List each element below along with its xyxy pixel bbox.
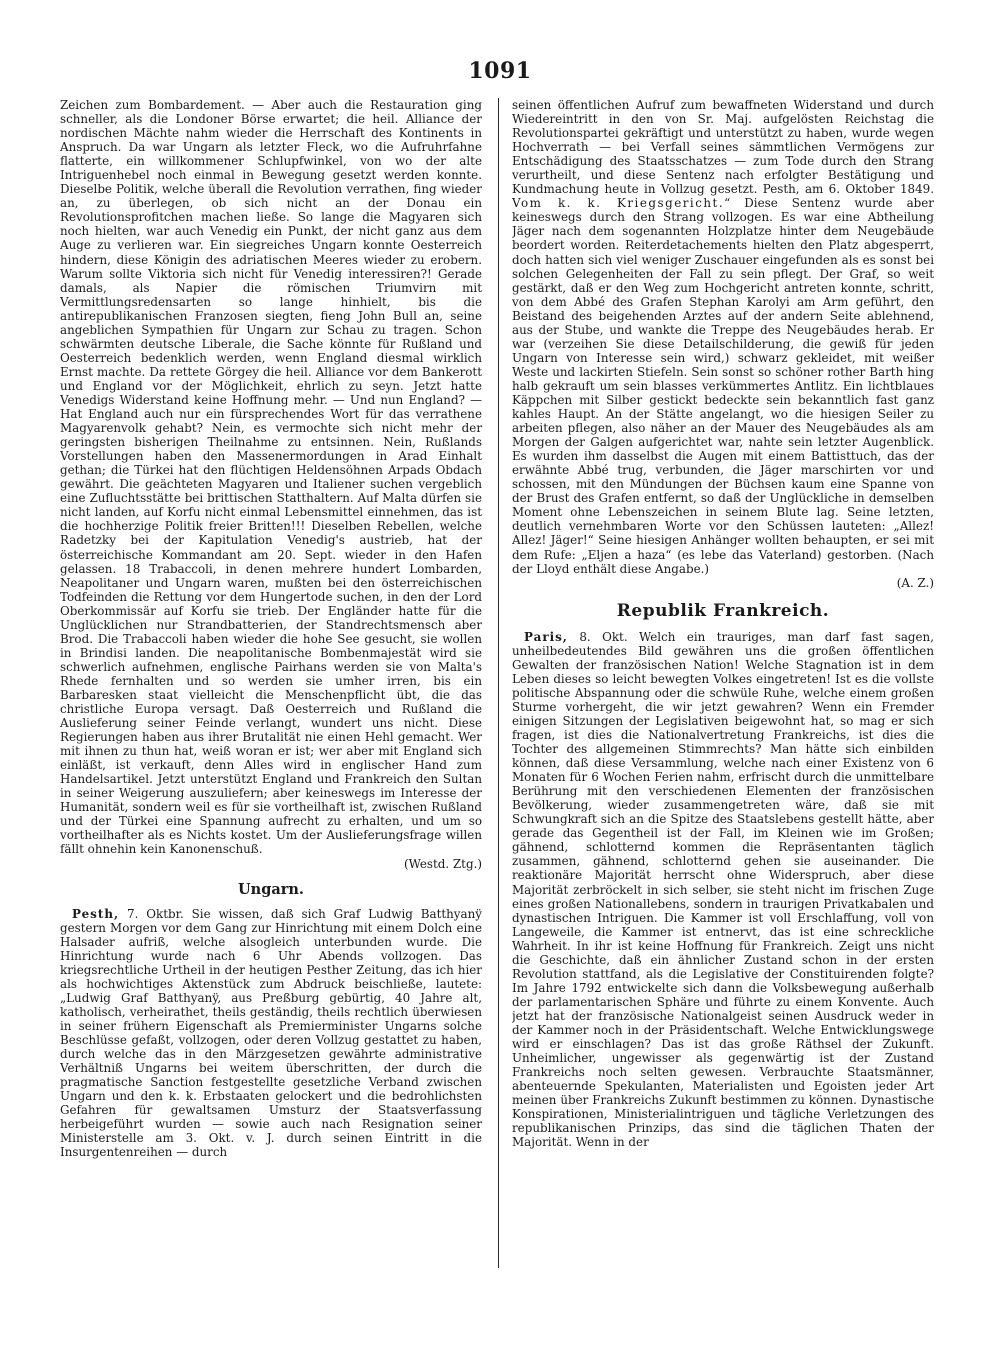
article-pesth bbox=[60, 907, 482, 1160]
article-paris bbox=[512, 630, 934, 1150]
dateline-date: 7. Oktbr. bbox=[119, 906, 192, 921]
dateline-place: Paris, bbox=[524, 629, 568, 644]
left-column bbox=[60, 98, 482, 1343]
article-paris-text: Welch ein trauriges, man darf fast sagen, unheilbedeutendes Bild gewähren uns die großen öffentlichen Gewalten der französischen Nation! Welche Stagnation ist in dem Leben dieses so leicht bewegten Volkes eingetreten! Ist es die vollste politische Abspannung oder die schwüle Ruhe, welche einem großen Sturme vorhergeht, die wir jetzt gewahren? Wenn ein Fremder einigen Sitzungen der Legislativen beigewohnt hat, so mag er sich fragen, ist dies die Nationalvertretung Frankreichs, ist dies die Tochter des allgemeinen Stimmrechts? Man hätte sich einbilden können, daß diese Versammlung, welche nach einer Existenz von 6 Monaten für 6 Wochen Ferien nahm, erfrischt durch die unmittelbare Berührung mit den verschiedenen Elementen der französischen Bevölkerung, wieder zusammengetreten wäre, daß sie mit Schwungkraft sich an die Spitze des Staatslebens gestellt hätte, aber gerade das Gegentheil ist der Fall, im Kleinen wie im Großen; gähnend, schlotternd kommen die Repräsentanten täglich zusammen, gähnend, schlotternd gehen sie auseinander. Die reaktionäre Majorität herrscht ohne Widerspruch, aber diese Majorität zerbröckelt in sich selber, sie steht nicht im frischen Zuge eines großen Nationallebens, sondern in traurigen Privatkabalen und dynastischen Intriguen. Die Kammer ist voll Erschlaffung, voll von Langeweile, die Kammer ist entnervt, das ist eine schreckliche Wahrheit. In ihr ist keine Hoffnung für Frankreich. Zeigt uns nicht die Geschichte, daß ein ähnlicher Zustand schon in der ersten Revolution stattfand, als die Legislative der Constituirenden folgte? Im Jahre 1792 entwickelte sich dann die Volksbewegung außerhalb der parlamentarischen Sphäre und führte zu einem Konvente. Auch jetzt hat der französische Nationalgeist seinen Ausdruck weder in der Kammer noch in der Präsidentschaft. Welche Entwicklungswege wird er einschlagen? Das ist das große Räthsel der Zukunft. Unheimlicher, ungewisser als gegenwärtig ist der Zustand Frankreichs noch selten gewesen. Verbrauchte Staatsmänner, abenteuernde Spekulanten, Materialisten und Egoisten jeder Art meinen über Frankreichs Zukunft bestimmen zu können. Dynastische Konspirationen, Ministerialintriguen und tägliche Verletzungen des republikanischen Prinzips, das sind die täglichen Thaten der Majorität. Wenn in der bbox=[512, 629, 934, 1150]
section-heading-republik-frankreich: Republik Frankreich. bbox=[616, 600, 830, 621]
dateline-date: 8. Okt. bbox=[567, 629, 640, 644]
court-signature: Vom k. k. Kriegsgericht. bbox=[512, 196, 725, 211]
article-pesth-text: Sie wissen, daß sich Graf Ludwig Batthyanÿ gestern Morgen vor dem Gang zur Hinrichtung mit einem Dolch eine Halsader aufriß, welche alsogleich unterbunden wurde. Die Hinrichtung wurde nach 6 Uhr Abends vollzogen. Das kriegsrechtliche Urtheil in der heutigen Pesther Zeitung, das ich hier als hochwichtiges Aktenstück zum Abdruck beischließe, lautete: „Ludwig Graf Batthyanÿ, aus Preßburg gebürtig, 40 Jahre alt, katholisch, verheirathet, theils geständig, theils rechtlich überwiesen in seiner frühern Eigenschaft als Premierminister Ungarns solche Beschlüsse gefaßt, vollzogen, oder deren Vollzug gestattet zu haben, durch welche das in den Märzgesetzen gewährte administrative Verhältniß Ungarns bei weitem überschritten, der durch die pragmatische Sanction festgestellte gesetzliche Verband zwischen Ungarn und den k. k. Erbstaaten gelockert und die bedrohlichsten Gefahren für gewaltsamen Umsturz der Staatsverfassung herbeigeführt wurden — sowie auch nach Resignation seiner Ministerstelle am 3. Okt. v. J. durch seinen Eintritt in die Insurgentenreihen — durch bbox=[60, 906, 482, 1160]
article-pesth-continuation bbox=[512, 98, 934, 590]
source-citation: (Westd. Ztg.) bbox=[403, 856, 482, 871]
section-heading-ungarn: Ungarn. bbox=[238, 880, 304, 898]
source-citation: (A. Z.) bbox=[896, 575, 934, 590]
article-continuation bbox=[60, 98, 482, 871]
right-column bbox=[512, 98, 934, 1343]
article-pesth-continuation-text-a: seinen öffentlichen Aufruf zum bewaffneten Widerstand und durch Wiedereintritt in den von Sr. Maj. aufgelösten Reichstag die Revolutionspartei gekräftigt und unterstützt zu haben, wurde wegen Hochverrath — bei Verfall seines sämmtlichen Vermögens zur Entschädigung des Staatsschatzes — zum Tode durch den Strang verurtheilt, und diese Sentenz nach erfolgter Bestätigung und Kundmachung heute in Vollzug gesetzt. Pesth, am 6. Oktober 1849. bbox=[512, 98, 934, 197]
page-number: 1091 bbox=[468, 58, 532, 84]
column-divider bbox=[498, 98, 499, 1268]
article-pesth-continuation-text-b: “ Diese Sentenz wurde aber keineswegs durch den Strang vollzogen. Es war eine Abtheilung Jäger nach dem sogenannten Holzplatze hinter dem Neugebäude beordert worden. Reiterdetachements hielten den Platz abgesperrt, doch hatten sich viel weniger Zuschauer eingefunden als es sonst bei solchen Gelegenheiten der Fall zu sein pflegt. Der Graf, so weit gestärkt, daß er den Weg zum Hochgericht antreten konnte, schritt, von dem Abbé des Grafen Stephan Karolyi am Arm geführt, den Beistand des beigehenden Arztes auf der andern Seite ablehnend, aus der Stube, und wankte die Treppe des Neugebäudes herab. Er war (verzeihen Sie diese Detailschilderung, die gewiß für jeden Ungarn von Interesse sein wird,) schwarz gekleidet, mit weißer Weste und lackirten Stiefeln. Sein sonst so schöner rother Barth hing halb gekrauft um sein blasses verkümmertes Antlitz. Ein lichtblaues Käppchen mit Silber gestickt bedeckte sein bekanntlich fast ganz kahles Haupt. An der Stätte angelangt, wo die hiesigen Seiler zu arbeiten pflegen, also näher an der Mauer des Neugebäudes als am Morgen der Galgen aufgerichtet war, nahte sein letzter Augenblick. Es wurden ihm dasselbst die Augen mit einem Battisttuch, das der erwähnte Abbé trug, verbunden, die Jäger marschirten vor und schossen, mit den Mündungen der Büchsen kaum eine Spanne von der Brust des Grafen entfernt, so daß der Unglückliche in demselben Moment ohne Lebenszeichen in seinem Blute lag. Seine letzten, deutlich vernehmbaren Worte vor den Schüssen lauteten: „Allez! Allez! Jäger!“ Seine hiesigen Anhänger wollten behaupten, er sei mit dem Rufe: „Eljen a haza“ (es lebe das Vaterland) gestorben. (Nach der Lloyd enthält diese Angabe.) bbox=[512, 196, 934, 576]
dateline-place: Pesth, bbox=[72, 906, 120, 921]
article-continuation-text: Zeichen zum Bombardement. — Aber auch die Restauration ging schneller, als die Londoner Börse erwartet; die heil. Alliance der nordischen Mächte nahm wieder die Herrschaft des Kontinents in Anspruch. Da war Ungarn als letzter Fleck, wo die Aufruhrfahne flatterte, ein willkommener Schlupfwinkel, von wo der alte Intriguenhebel noch einmal in Bewegung gesetzt werden konnte. Dieselbe Politik, welche überall die Revolution verrathen, fing wieder an, zu überlegen, ob sich nicht an der Donau ein Revolutionsprofitchen machen ließe. So lange die Magyaren sich noch hielten, war auch Venedig ein Punkt, der nicht ganz aus dem Auge zu verlieren war. Ein siegreiches Ungarn konnte Oesterreich hindern, diese Königin des adriatischen Meeres wieder zu erobern. Warum sollte Viktoria sich nicht für Venedig interessiren?! Gerade damals, als Napier die römischen Triumvirn mit Vermittlungsredensarten so lange hinhielt, bis die antirepublikanischen Franzosen siegten, fieng John Bull an, seine angeblichen Sympathien für Ungarn zur Schau zu tragen. Schon schwärmten deutsche Liberale, die Sache könnte für Rußland und Oesterreich bedenklich werden, wenn England diesmal wirklich Ernst machte. Da rettete Görgey die heil. Alliance vor dem Bankerott und England vor der Möglichkeit, ehrlich zu seyn. Jetzt hatte Venedigs Widerstand keine Hoffnung mehr. — Und nun England? — Hat England auch nur ein fürsprechendes Wort für das verrathene Magyarenvolk gehabt? Nein, es vermochte sich nicht mehr der geringsten bisherigen Theilnahme zu entsinnen. Nein, Rußlands Vorstellungen haben den Massenermordungen in Arad Einhalt gethan; die Türkei hat den flüchtigen Heldensöhnen Arpads Obdach gewährt. Die geächteten Magyaren und Italiener suchen vergeblich eine Zufluchtsstätte bei brittischen Statthaltern. Auf Malta dürfen sie nicht landen, auf Korfu nicht einmal Lebensmittel einnehmen, das ist die hochherzige Politik freier Britten!!! Dieselben Rebellen, welche Radetzky bei der Kapitulation Venedig's austrieb, hat der österreichische Kommandant am 20. Sept. wieder in den Hafen gelassen. 18 Trabaccoli, in denen mehrere hundert Lombarden, Neapolitaner und Ungarn waren, mußten bei den österreichischen Todfeinden die Rettung vor dem Hungertode suchen, in den der Lord Oberkommissär auf Korfu sie trieb. Der Engländer hatte für die Unglücklichen nur Strandbatterien, der Standrechtsmensch aber Brod. Die Trabaccoli haben wieder die hohe See gesucht, sie wollen in Brindisi landen. Die neapolitanische Bombenmajestät wird sie schwerlich aufnehmen, englische Pairhans werden sie von Malta's Rhede fernhalten und so werden sie umher irren, bis ein Barbaresken staat vielleicht die Menschenpflicht übt, die das christliche Europa versagt. Daß Oesterreich und Rußland die Auslieferung seiner Feinde verlangt, wundert uns nicht. Diese Regierungen haben aus ihrer Brutalität nie einen Hehl gemacht. Wer mit ihnen zu thun hat, weiß woran er ist; wer aber mit England sich einläßt, ist verkauft, denn Alles wird in englischer Hand zum Handelsartikel. Jetzt unterstützt England und Frankreich den Sultan in seiner Weigerung auszuliefern; aber keineswegs im Interesse der Humanität, sondern weil es für sie vortheilhaft ist, zwischen Rußland und der Türkei eine Spannung aufrecht zu erhalten, und um so vortheilhafter als es Nichts kostet. Um der Auslieferungsfrage willen fällt ohnehin kein Kanonenschuß. bbox=[60, 98, 482, 857]
